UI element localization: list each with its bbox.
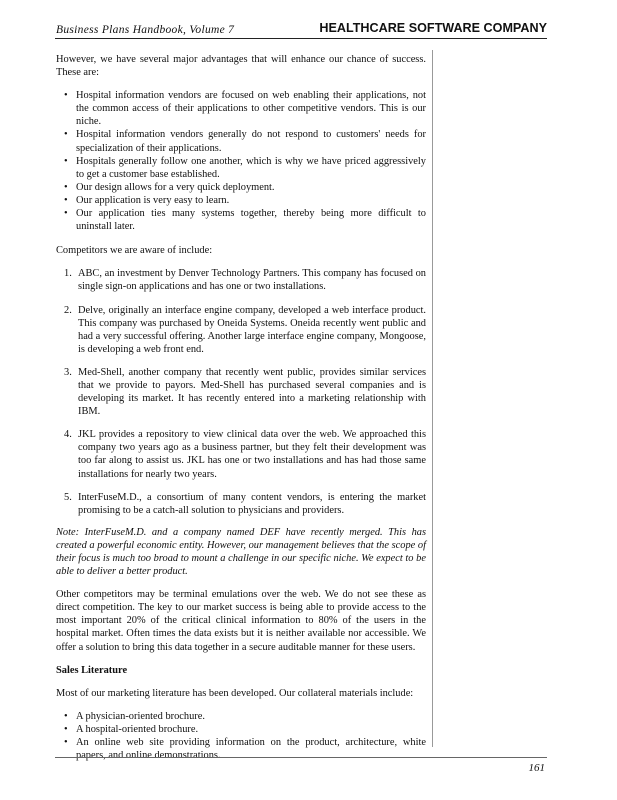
material-item: • A hospital-oriented brochure. <box>56 723 426 736</box>
running-header-section-title: HEALTHCARE SOFTWARE COMPANY <box>319 21 547 35</box>
competitors-list <box>56 267 426 517</box>
competitor-number: 2. <box>64 304 72 316</box>
other-competitors-paragraph: Other competitors may be terminal emulations over the web. We do not see these as direct competition. The key to our market success is being able to provide access to the most important 20% of the critical clinical information to 80% of the users in the hospital market. Often times the data exists but it is neither available nor accessible. We offer a solution to bring this data together in a secure auditable manner for these users. <box>56 589 426 653</box>
competitor-number: 3. <box>64 366 72 378</box>
advantage-item: • Our application ties many systems together, thereby being more difficult to uninstall later. <box>56 207 426 233</box>
competitor-number: 5. <box>64 491 72 503</box>
competitor-item <box>56 366 426 418</box>
competitor-item <box>56 428 426 480</box>
note-paragraph: Note: InterFuseM.D. and a company named DEF have recently merged. This has created a powerful economic entity. However, our management believes that the scope of their focus is much too broad to mount a challenge in our specific niche. We expect to be able to deliver a better product. <box>56 526 426 578</box>
sales-literature-heading: Sales Literature <box>56 664 128 676</box>
advantages-list <box>56 89 426 233</box>
sales-intro-paragraph: Most of our marketing literature has been developed. Our collateral materials include: <box>56 687 414 699</box>
advantage-item: • Hospital information vendors generally do not respond to customers' needs for specialization of their applications. <box>56 128 426 154</box>
intro-paragraph: However, we have several major advantages that will enhance our chance of success. These are: <box>56 54 426 79</box>
materials-list <box>56 710 426 762</box>
competitor-text: InterFuseM.D., a consortium of many content vendors, is entering the market promising to be a catch-all solution to physicians and providers. <box>78 491 426 516</box>
footer-rule <box>55 757 547 758</box>
competitor-item <box>56 304 426 356</box>
margin-rule <box>432 50 433 747</box>
page-number: 161 <box>528 762 545 774</box>
advantage-item: • Our application is very easy to learn. <box>56 194 426 207</box>
running-header-book-title: Business Plans Handbook, Volume 7 <box>56 24 235 36</box>
advantage-item: • Hospital information vendors are focused on web enabling their applications, not the common access of their applications to other competitive vendors. This is our niche. <box>56 89 426 128</box>
competitor-item <box>56 491 426 517</box>
body-text-column <box>56 53 426 762</box>
header-rule <box>55 38 547 39</box>
competitor-text: Med-Shell, another company that recently went public, provides similar services that we provide to payors. Med-Shell has purchased several companies and is developing its market. It has recently entered into a marketing relationship with IBM. <box>78 366 426 418</box>
material-item: • An online web site providing information on the product, architecture, white papers, and online demonstrations. <box>56 736 426 762</box>
competitor-text: Delve, originally an interface engine company, developed a web interface product. This company was purchased by Oneida Systems. Oneida recently went public and had a very successful offering. Another large interface engine company, Mongoose, is developing a web front end. <box>78 304 426 355</box>
competitor-item <box>56 267 426 293</box>
material-item: • A physician-oriented brochure. <box>56 710 426 723</box>
competitor-number: 1. <box>64 268 72 280</box>
advantage-item: • Our design allows for a very quick deployment. <box>56 181 426 194</box>
competitors-intro: Competitors we are aware of include: <box>56 245 213 257</box>
competitor-text: ABC, an investment by Denver Technology Partners. This company has focused on single sign-on applications and has one or two installations. <box>78 268 426 293</box>
advantage-item: • Hospitals generally follow one another, which is why we have priced aggressively to get a customer base established. <box>56 155 426 181</box>
competitor-number: 4. <box>64 429 72 441</box>
competitor-text: JKL provides a repository to view clinical data over the web. We approached this company two years ago as a business partner, but they felt their development was too far along to assist us. JKL has one or two installations and has had those same installations for nearly two years. <box>78 429 426 480</box>
